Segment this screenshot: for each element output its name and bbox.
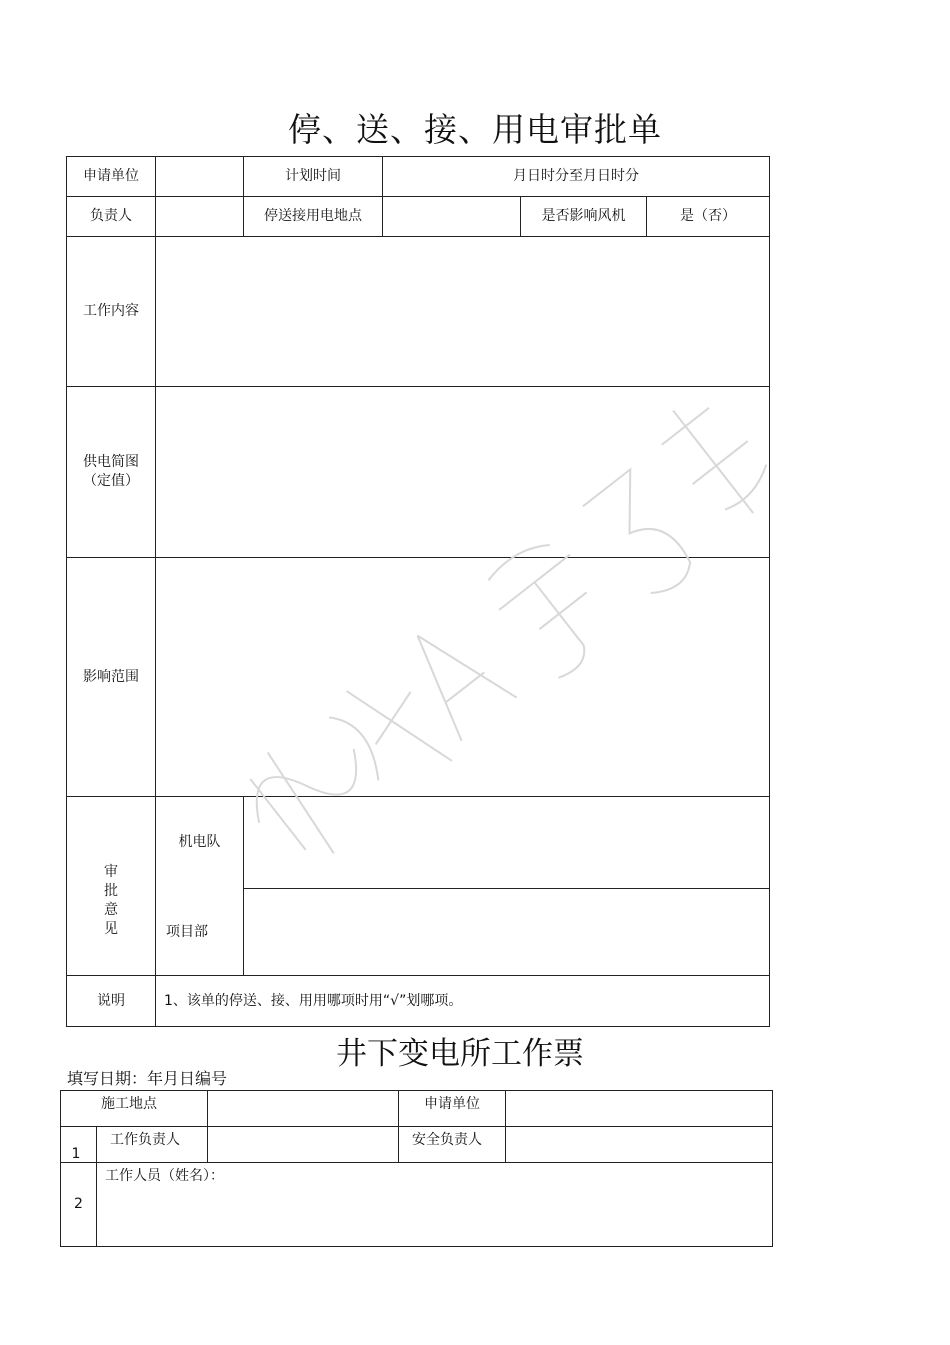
row-number-1: 1 bbox=[71, 1145, 81, 1162]
project-dept-label: 项目部 bbox=[166, 923, 208, 940]
impact-scope-label: 影响范围 bbox=[83, 668, 139, 685]
work-leader-value[interactable] bbox=[208, 1127, 398, 1162]
approval-opinion-char: 意 bbox=[104, 902, 118, 918]
workers-label: 工作人员（姓名）： bbox=[105, 1167, 224, 1184]
power-diagram-label bbox=[67, 387, 155, 557]
note-label: 说明 bbox=[97, 992, 125, 1009]
planned-time-value[interactable]: 月日时分至月日时分 bbox=[513, 168, 639, 185]
project-dept-opinion[interactable] bbox=[244, 889, 769, 975]
electromechanical-team-opinion[interactable] bbox=[244, 797, 769, 888]
electromechanical-team-label: 机电队 bbox=[178, 834, 221, 851]
approval-form-title: 停、送、接、用电审批单 bbox=[288, 110, 662, 149]
power-location-label: 停送接用电地点 bbox=[264, 208, 362, 225]
safety-leader-label: 安全负责人 bbox=[412, 1131, 482, 1148]
approval-opinion-char: 批 bbox=[104, 883, 118, 899]
note-text: 1、该单的停送、接、用用哪项时用“√”划哪项。 bbox=[164, 992, 463, 1009]
construction-site-label: 施工地点 bbox=[101, 1095, 157, 1112]
impact-scope-area[interactable] bbox=[156, 558, 769, 796]
fan-affected-label: 是否影响风机 bbox=[541, 208, 626, 225]
planned-time-label: 计划时间 bbox=[285, 168, 341, 185]
power-location-value[interactable] bbox=[383, 197, 520, 236]
work-ticket-title: 井下变电所工作票 bbox=[336, 1036, 584, 1072]
power-diagram-label-line1: 供电简图 bbox=[83, 454, 139, 470]
row-number-2: 2 bbox=[74, 1196, 83, 1213]
ticket-applicant-unit-label: 申请单位 bbox=[424, 1095, 480, 1112]
work-content-label: 工作内容 bbox=[83, 303, 139, 320]
construction-site-value[interactable] bbox=[208, 1091, 398, 1126]
responsible-label: 负责人 bbox=[90, 208, 132, 225]
fan-affected-value[interactable]: 是（否） bbox=[680, 208, 736, 225]
applicant-unit-label: 申请单位 bbox=[83, 168, 139, 185]
power-diagram-label-line2: （定值） bbox=[83, 473, 139, 489]
work-leader-label: 工作负责人 bbox=[110, 1131, 180, 1148]
work-content-area[interactable] bbox=[156, 237, 769, 386]
safety-leader-value[interactable] bbox=[506, 1127, 772, 1162]
workers-value[interactable] bbox=[97, 1190, 772, 1246]
responsible-value[interactable] bbox=[156, 197, 243, 236]
approval-opinion-label bbox=[67, 797, 155, 975]
applicant-unit-value[interactable] bbox=[156, 157, 243, 196]
fill-date-line: 填写日期：年月日编号 bbox=[67, 1069, 228, 1088]
ticket-applicant-unit-value[interactable] bbox=[506, 1091, 772, 1126]
approval-opinion-char: 见 bbox=[104, 921, 118, 937]
power-diagram-area[interactable] bbox=[156, 387, 769, 557]
approval-opinion-char: 审 bbox=[104, 864, 118, 880]
